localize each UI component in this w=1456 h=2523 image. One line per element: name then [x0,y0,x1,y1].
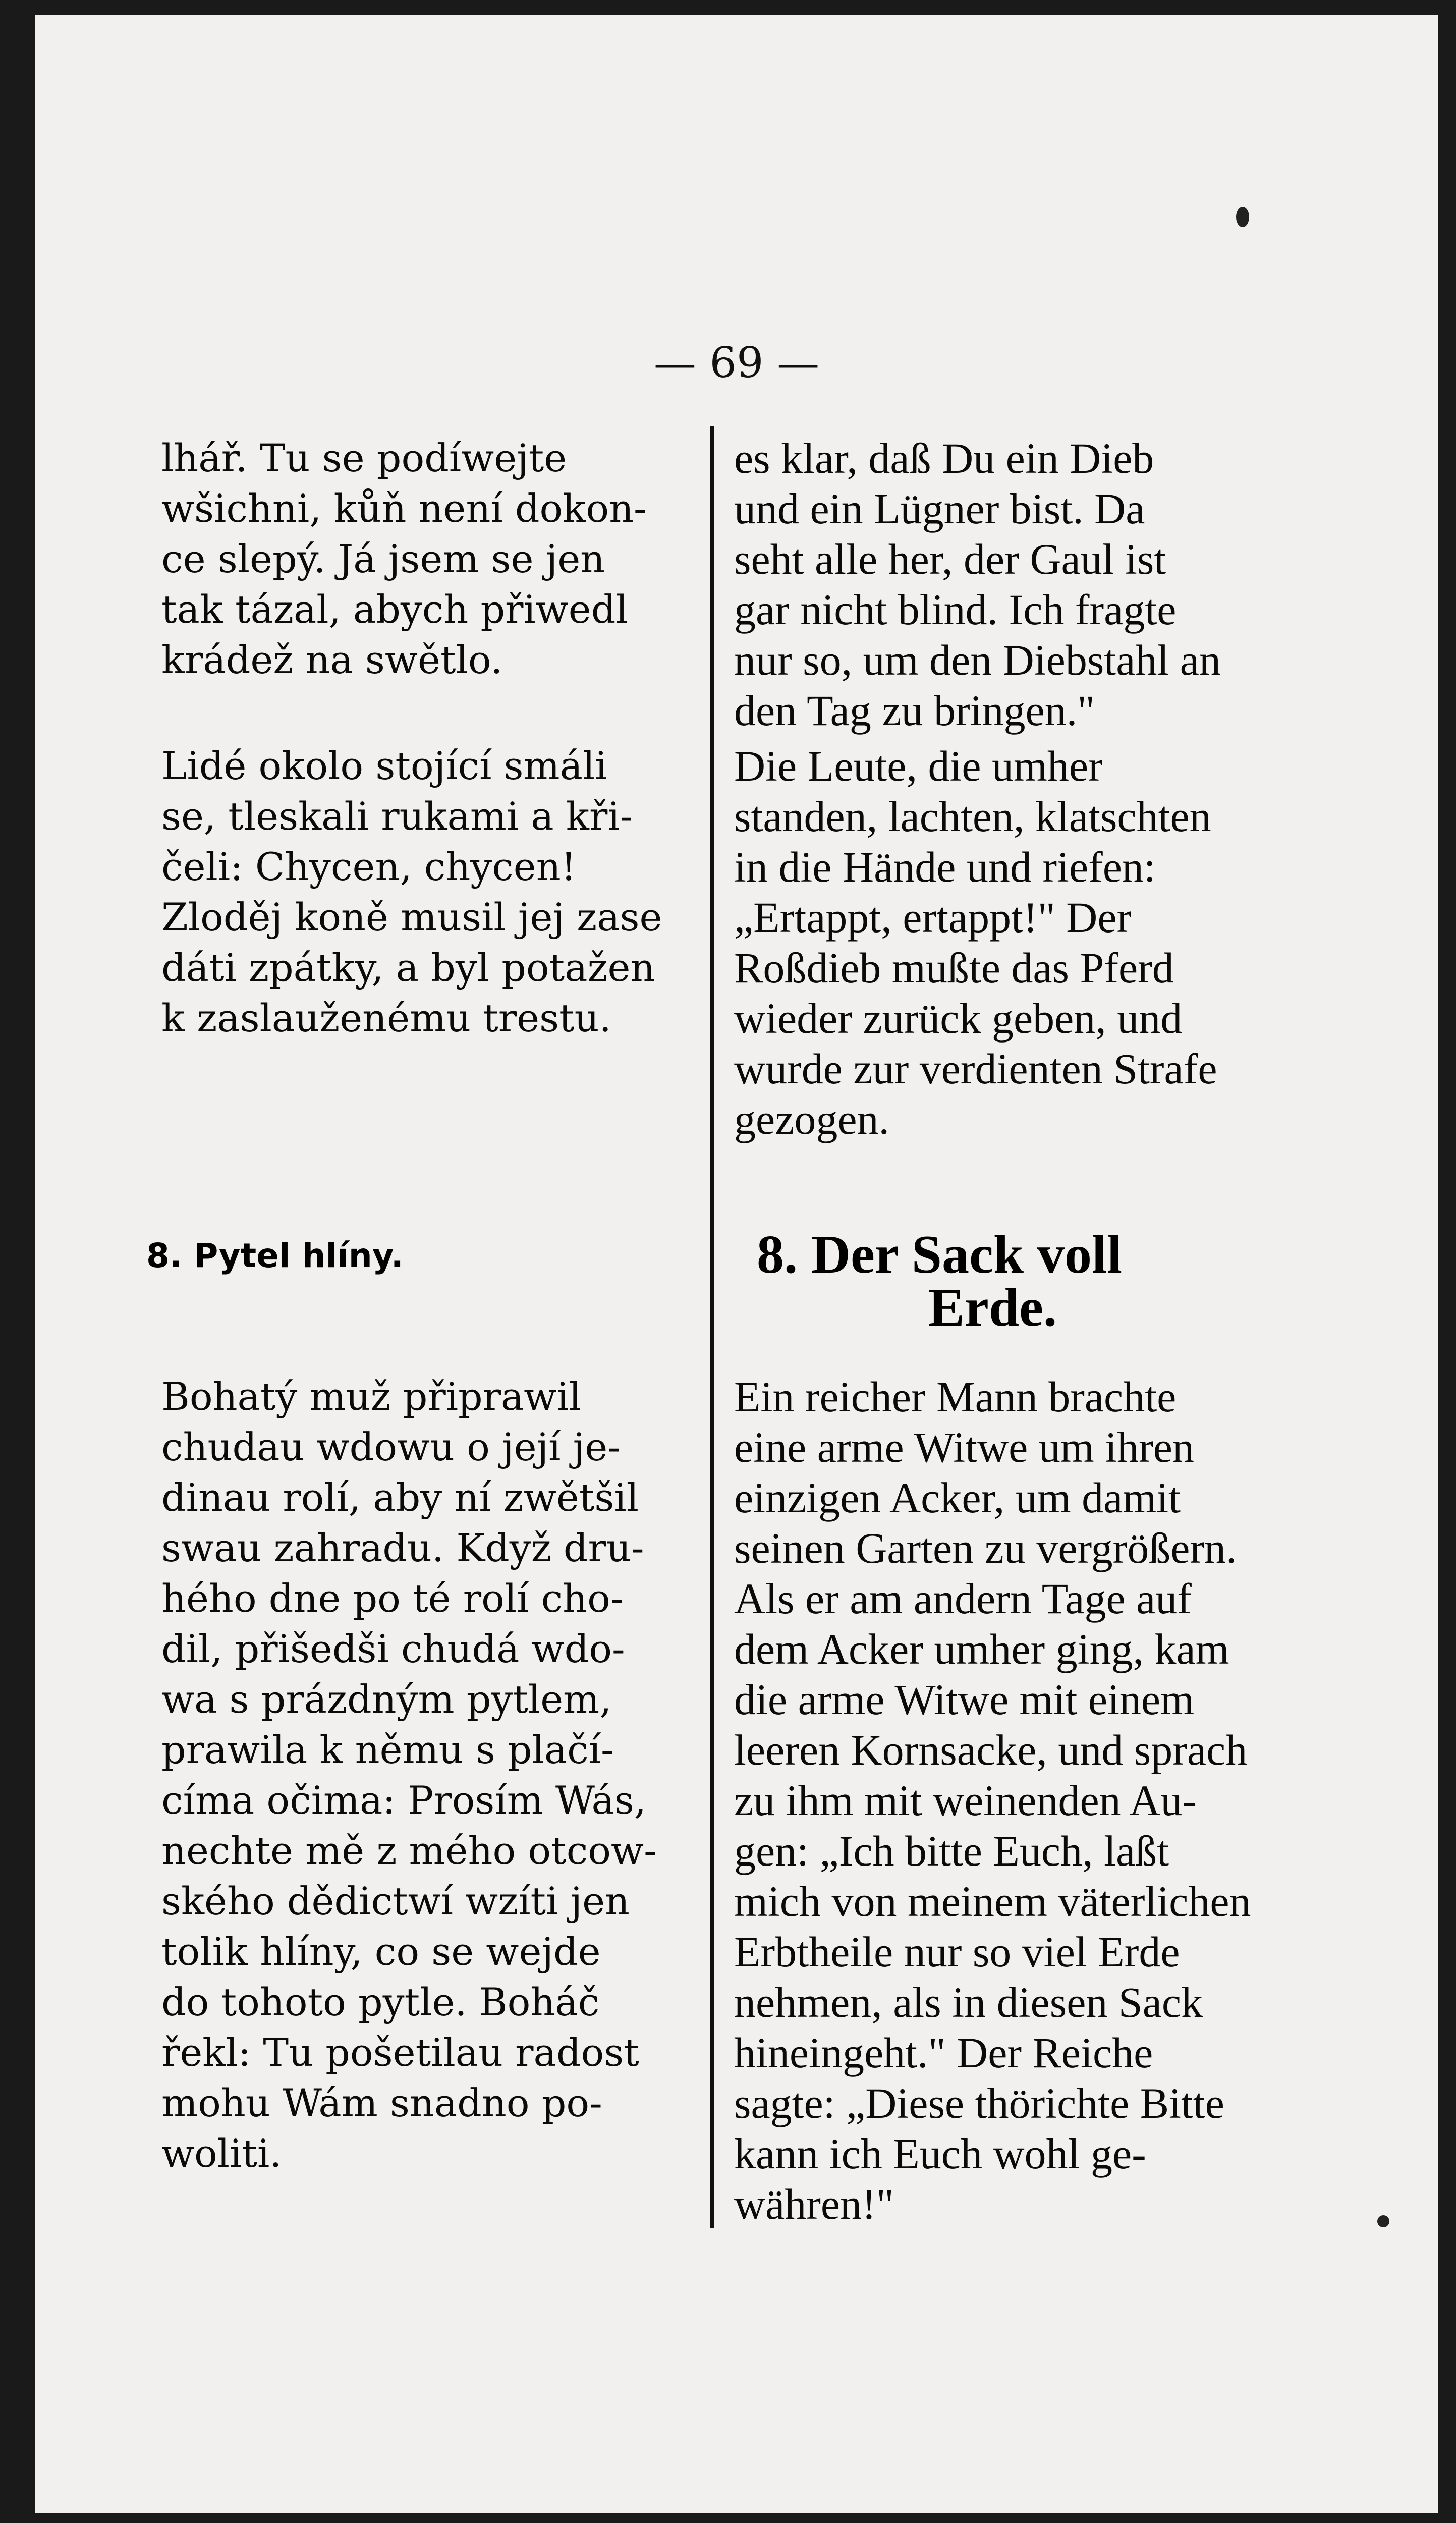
czech-para3-line: wa s prázdným pytlem, [161,1677,612,1722]
german-para3-line: Als er am andern Tage auf [734,1574,1192,1623]
german-para2-line: wurde zur verdienten Strafe [734,1045,1217,1093]
czech-para3-line: swau zahradu. Když dru- [161,1525,644,1570]
german-heading-line-2: Erde. [928,1278,1057,1338]
czech-para2-line: se, tleskali rukami a kři- [161,794,633,839]
czech-heading: 8. Pytel hlíny. [146,1236,404,1275]
column-divider [710,426,714,2228]
german-para3-line: leeren Kornsacke, und sprach [734,1726,1248,1774]
czech-para2-line: Lidé okolo stojící smáli [161,743,607,788]
czech-para1-line: lhář. Tu se podíwejte [161,435,567,480]
czech-para1-line: tak tázal, abych přiwedl [161,587,628,632]
german-para1-line: es klar, daß Du ein Dieb [734,434,1154,482]
czech-para2-line: čeli: Chycen, chycen! [161,844,577,889]
german-para2-line: standen, lachten, klatschten [734,792,1211,841]
german-para3-line: die arme Witwe mit einem [734,1675,1194,1724]
german-para3-line: gen: „Ich bitte Euch, laßt [734,1827,1169,1875]
german-para3-line: währen!" [734,2180,894,2228]
german-para3-line: sagte: „Diese thörichte Bitte [734,2079,1224,2127]
czech-para3-line: prawila k němu s plačí- [161,1727,614,1772]
czech-para3-line: nechte mě z mého otcow- [161,1828,657,1873]
page-number: — 69 — [653,338,820,388]
czech-para3-line: címa očima: Prosím Wás, [161,1778,646,1823]
german-para3-line: Erbtheile nur so viel Erde [734,1928,1180,1976]
german-para2-line: gezogen. [734,1095,890,1143]
czech-para3-line: dil, přišedši chudá wdo- [161,1626,625,1671]
german-para3-line: nehmen, als in diesen Sack [734,1978,1203,2026]
german-para3-line: hineingeht." Der Reiche [734,2028,1153,2077]
czech-para3-line: dinau rolí, aby ní zwětšil [161,1475,639,1520]
german-para3-line: seinen Garten zu vergrößern. [734,1524,1237,1572]
german-para2-line: in die Hände und riefen: [734,843,1156,891]
czech-para3-line: Bohatý muž připrawil [161,1374,581,1419]
german-para1-line: nur so, um den Diebstahl an [734,636,1221,684]
ink-spot [1236,207,1249,227]
german-para3-line: Ein reicher Mann brachte [734,1373,1177,1421]
german-heading-line-1: 8. Der Sack voll [757,1225,1122,1285]
czech-para3-line: mohu Wám snadno po- [161,2080,602,2125]
czech-para3-line: ského dědictwí wzíti jen [161,1879,630,1924]
czech-para2-line: Zloděj koně musil jej zase [161,895,662,940]
german-para3-line: zu ihm mit weinenden Au- [734,1776,1197,1825]
german-para1-line: und ein Lügner bist. Da [734,484,1145,533]
german-para3-line: kann ich Euch wohl ge- [734,2129,1146,2178]
czech-para1-line: krádež na swětlo. [161,637,503,682]
czech-para2-line: dáti zpátky, a byl potažen [161,945,655,990]
czech-para3-line: woliti. [161,2131,282,2176]
czech-para2-line: k zaslauženému trestu. [161,996,611,1040]
czech-para3-line: řekl: Tu pošetilau radost [161,2030,639,2075]
german-para2-line: Roßdieb mußte das Pferd [734,944,1174,992]
book-page [35,15,1438,2513]
german-para2-line: wieder zurück geben, und [734,994,1183,1043]
german-para2-line: „Ertappt, ertappt!" Der [734,893,1132,942]
czech-para1-line: ce slepý. Já jsem se jen [161,536,605,581]
german-para1-line: gar nicht blind. Ich fragte [734,585,1177,634]
german-para3-line: eine arme Witwe um ihren [734,1423,1194,1471]
german-para3-line: dem Acker umher ging, kam [734,1625,1229,1673]
czech-para3-line: tolik hlíny, co se wejde [161,1929,601,1974]
czech-para3-line: chudau wdowu o její je- [161,1424,621,1469]
ink-spot [1377,2215,1389,2227]
german-para2-line: Die Leute, die umher [734,742,1103,790]
czech-para1-line: wšichni, kůň není dokon- [161,486,647,531]
german-para1-line: den Tag zu bringen." [734,686,1095,735]
czech-para3-line: do tohoto pytle. Boháč [161,1980,600,2024]
german-para3-line: mich von meinem väterlichen [734,1877,1251,1926]
german-para1-line: seht alle her, der Gaul ist [734,535,1166,583]
czech-para3-line: hého dne po té rolí cho- [161,1576,624,1621]
german-para3-line: einzigen Acker, um damit [734,1473,1181,1522]
